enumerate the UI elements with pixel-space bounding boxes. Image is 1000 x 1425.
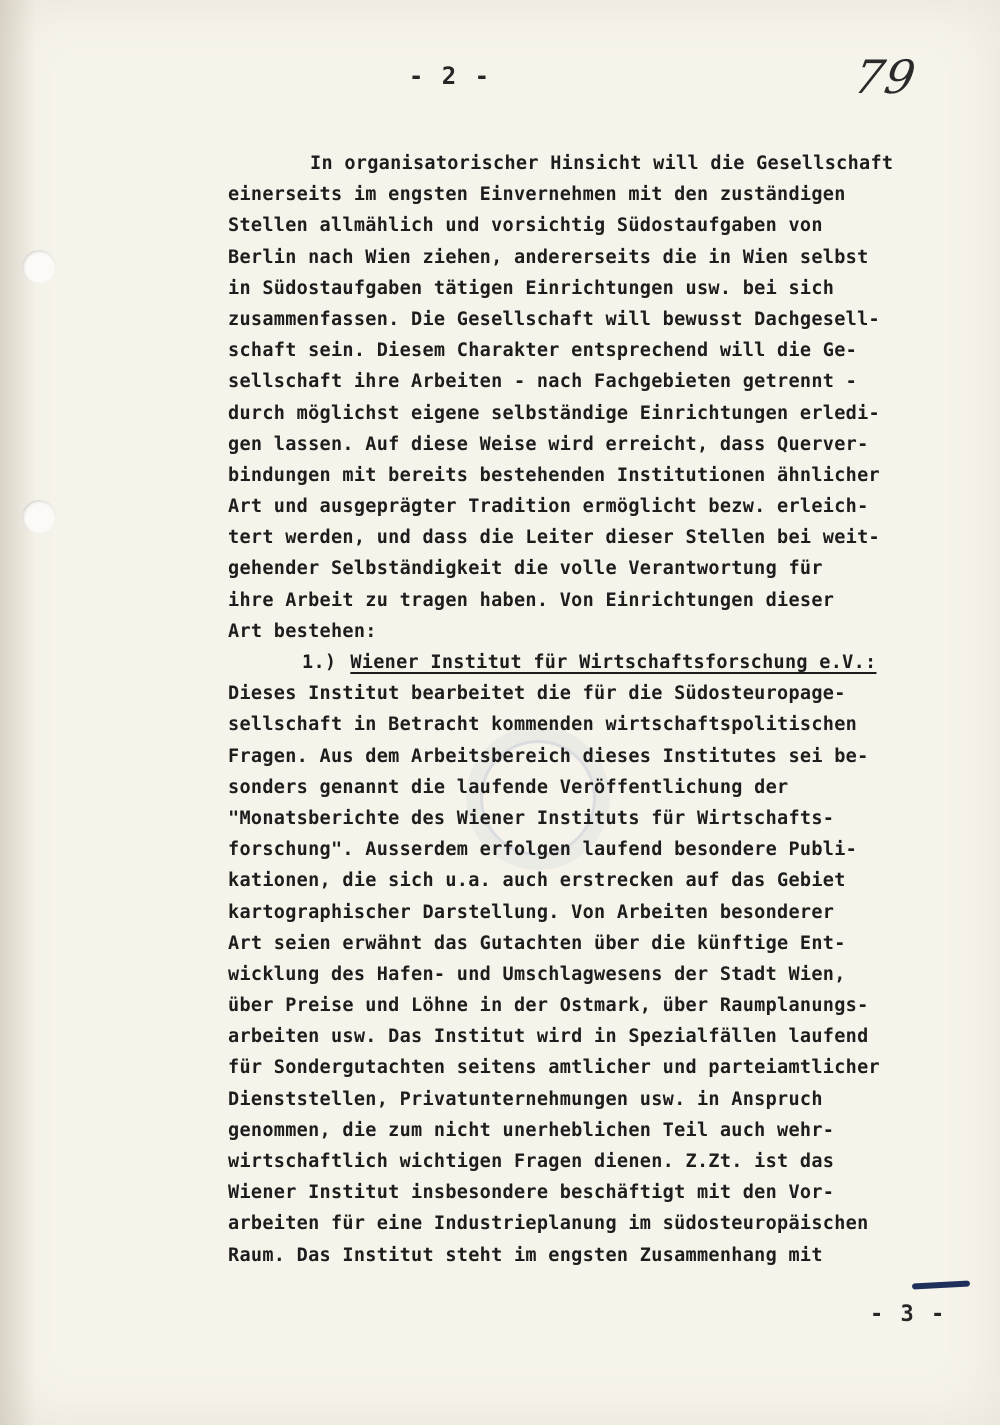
typed-body-text	[228, 148, 968, 1271]
text-line: Wiener Institut insbesondere beschäftigt mit den Vor-	[228, 1182, 835, 1204]
text-line: über Preise und Löhne in der Ostmark, über Raumplanungs-	[228, 995, 869, 1017]
text-line: Dienststellen, Privatunternehmungen usw. in Anspruch	[228, 1088, 823, 1110]
text-line: in Südostaufgaben tätigen Einrichtungen usw. bei sich	[228, 277, 835, 299]
paragraph-institute	[228, 678, 968, 1271]
text-line: Dieses Institut bearbeitet die für die Südosteuropage-	[228, 683, 846, 705]
page-edge-shadow	[0, 0, 36, 1425]
section-title: Wiener Institut für Wirtschaftsforschung e.V.:	[350, 652, 877, 673]
text-line: einerseits im engsten Einvernehmen mit den zuständigen	[228, 184, 846, 206]
text-line: forschung". Ausserdem erfolgen laufend besondere Publi-	[228, 839, 858, 861]
section-heading	[228, 647, 968, 678]
text-line: genommen, die zum nicht unerheblichen Teil auch wehr-	[228, 1119, 835, 1141]
text-line: tert werden, und dass die Leiter dieser Stellen bei weit-	[228, 527, 880, 549]
next-page-catchword: - 3 -	[870, 1302, 947, 1327]
text-line: sonders genannt die laufende Veröffentlichung der	[228, 776, 789, 798]
text-line: Stellen allmählich und vorsichtig Südostaufgaben von	[228, 215, 823, 237]
text-line: für Sondergutachten seitens amtlicher und parteiamtlicher	[228, 1057, 880, 1079]
text-line: kartographischer Darstellung. Von Arbeiten besonderer	[228, 901, 835, 923]
text-line: schaft sein. Diesem Charakter entsprechend will die Ge-	[228, 340, 858, 362]
text-line: kationen, die sich u.a. auch erstrecken auf das Gebiet	[228, 870, 846, 892]
text-line: ihre Arbeit zu tragen haben. Von Einrichtungen dieser	[228, 589, 835, 611]
text-line: durch möglichst eigene selbständige Einrichtungen erledi-	[228, 402, 880, 424]
handwritten-folio-number: 79	[850, 50, 921, 104]
text-line: Art bestehen:	[228, 620, 377, 642]
text-line: Art und ausgeprägter Tradition ermöglicht bezw. erleich-	[228, 496, 869, 518]
text-line: gen lassen. Auf diese Weise wird erreicht, dass Querver-	[228, 433, 869, 455]
text-line: gehender Selbständigkeit die volle Verantwortung für	[228, 558, 823, 580]
text-line: Art seien erwähnt das Gutachten über die künftige Ent-	[228, 932, 846, 954]
ink-stroke-mark	[912, 1280, 970, 1289]
page-number: - 2 -	[408, 62, 492, 90]
text-line: In organisatorischer Hinsicht will die Gesellschaft	[310, 153, 894, 174]
text-line: "Monatsberichte des Wiener Instituts für Wirtschafts-	[228, 807, 835, 829]
text-line: Raum. Das Institut steht im engsten Zusammenhang mit	[228, 1244, 823, 1266]
text-line: sellschaft in Betracht kommenden wirtschaftspolitischen	[228, 714, 858, 736]
punch-hole-bottom	[22, 500, 56, 534]
text-line: bindungen mit bereits bestehenden Institutionen ähnlicher	[228, 464, 880, 486]
text-line: arbeiten usw. Das Institut wird in Spezialfällen laufend	[228, 1026, 869, 1048]
section-number: 1.)	[302, 652, 337, 673]
paragraph-organisation	[228, 148, 968, 647]
text-line: wirtschaftlich wichtigen Fragen dienen. Z.Zt. ist das	[228, 1151, 835, 1172]
text-line: Fragen. Aus dem Arbeitsbereich dieses Institutes sei be-	[228, 745, 869, 767]
text-line: wicklung des Hafen- und Umschlagwesens der Stadt Wien,	[228, 963, 846, 985]
text-line: zusammenfassen. Die Gesellschaft will bewusst Dachgesell-	[228, 308, 880, 330]
text-line: Berlin nach Wien ziehen, andererseits die in Wien selbst	[228, 246, 869, 268]
text-line: arbeiten für eine Industrieplanung im südosteuropäischen	[228, 1213, 869, 1235]
text-line: sellschaft ihre Arbeiten - nach Fachgebieten getrennt -	[228, 371, 858, 393]
punch-hole-top	[22, 250, 56, 284]
